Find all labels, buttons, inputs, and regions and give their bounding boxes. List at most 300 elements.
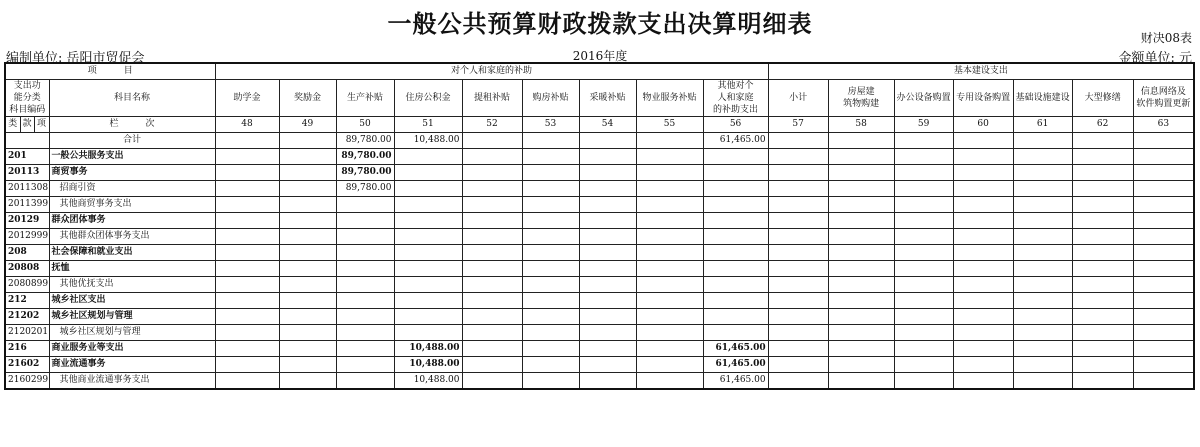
cell-col-51 [394,213,462,229]
cell-col-54 [579,293,636,309]
cell-col-63 [1133,149,1194,165]
header-name-label: 科目名称 [49,80,215,117]
row-name: 群众团体事务 [49,213,215,229]
cell-col-55 [636,165,703,181]
row-name: 其他商业流通事务支出 [49,373,215,390]
cell-col-50 [336,261,394,277]
cell-col-48 [215,229,279,245]
cell-col-53 [522,149,579,165]
cell-col-56 [703,181,768,197]
cell-col-55 [636,277,703,293]
header-capital-group: 基本建设支出 [768,63,1194,80]
header-col-number: 62 [1072,117,1133,133]
row-code: 212 [5,293,49,309]
header-col-number: 49 [279,117,336,133]
header-col-label-line: 奖励金 [294,93,322,103]
cell-col-54 [579,277,636,293]
cell-col-63 [1133,165,1194,181]
cell-col-63 [1133,373,1194,390]
header-col-number: 61 [1013,117,1072,133]
header-col-label-line: 筑物购建 [843,99,880,109]
cell-col-51 [394,277,462,293]
cell-col-56 [703,261,768,277]
row-name: 社会保障和就业支出 [49,245,215,261]
cell-col-63 [1133,229,1194,245]
cell-col-57 [768,229,828,245]
cell-col-51 [394,149,462,165]
cell-col-58 [828,325,894,341]
header-col-59 [894,80,953,117]
cell-col-62 [1072,309,1133,325]
cell-col-51 [394,293,462,309]
cell-col-50 [336,213,394,229]
cell-col-55 [636,373,703,390]
cell-col-61 [1013,261,1072,277]
cell-col-56: 61,465.00 [703,133,768,149]
cell-col-49 [279,373,336,390]
header-col-number: 53 [522,117,579,133]
header-col-label-line: 专用设备购置 [956,93,1011,103]
header-col-57 [768,80,828,117]
cell-col-48 [215,181,279,197]
cell-col-60 [953,309,1013,325]
header-col-label-line: 提租补贴 [474,93,511,103]
compiling-unit: 编制单位: 岳阳市贸促会 [6,51,145,66]
cell-col-56: 61,465.00 [703,373,768,390]
cell-col-54 [579,181,636,197]
cell-col-59 [894,341,953,357]
cell-col-60 [953,293,1013,309]
cell-col-62 [1072,261,1133,277]
table-row [5,309,1194,325]
cell-col-59 [894,325,953,341]
header-col-52 [462,80,522,117]
total-row [5,133,1194,149]
cell-col-55 [636,229,703,245]
cell-col-60 [953,229,1013,245]
cell-col-60 [953,373,1013,390]
cell-col-58 [828,309,894,325]
header-xiang: 项 [34,117,49,133]
row-code: 21202 [5,309,49,325]
cell-col-55 [636,261,703,277]
cell-col-62 [1072,165,1133,181]
cell-col-54 [579,373,636,390]
cell-col-49 [279,181,336,197]
report-year: 2016年度 [572,49,628,63]
cell-col-63 [1133,325,1194,341]
cell-col-62 [1072,325,1133,341]
cell-col-48 [215,197,279,213]
cell-col-55 [636,213,703,229]
header-code-label-line: 科目编码 [9,105,46,115]
cell-col-63 [1133,133,1194,149]
cell-col-52 [462,357,522,373]
cell-col-50 [336,373,394,390]
cell-col-57 [768,341,828,357]
cell-col-56: 61,465.00 [703,357,768,373]
header-col-number: 54 [579,117,636,133]
cell-col-62 [1072,277,1133,293]
cell-col-62 [1072,229,1133,245]
header-col-60 [953,80,1013,117]
cell-col-50 [336,277,394,293]
cell-col-58 [828,293,894,309]
cell-col-51 [394,261,462,277]
report-title: 一般公共预算财政拨款支出决算明细表 [387,10,813,38]
cell-col-52 [462,277,522,293]
cell-col-59 [894,181,953,197]
header-row-groups [5,63,1194,80]
header-col-number: 55 [636,117,703,133]
row-name: 城乡社区支出 [49,293,215,309]
header-col-55 [636,80,703,117]
header-code-label [5,80,49,117]
cell-col-53 [522,341,579,357]
header-row-numbers [5,117,1194,133]
form-number: 财决08表 [1140,31,1192,45]
cell-col-51 [394,197,462,213]
cell-col-48 [215,325,279,341]
cell-col-52 [462,197,522,213]
cell-col-61 [1013,133,1072,149]
cell-col-53 [522,229,579,245]
row-name: 商业服务业等支出 [49,341,215,357]
cell-col-56 [703,197,768,213]
header-lei: 类 [5,117,20,133]
row-name: 其他群众团体事务支出 [49,229,215,245]
cell-col-55 [636,341,703,357]
cell-col-60 [953,149,1013,165]
cell-col-59 [894,261,953,277]
cell-col-49 [279,277,336,293]
cell-col-59 [894,213,953,229]
header-col-label-line: 采暖补贴 [589,93,626,103]
header-col-number: 57 [768,117,828,133]
table-row [5,373,1194,390]
table-row [5,357,1194,373]
cell-col-59 [894,149,953,165]
header-col-number: 51 [394,117,462,133]
row-name: 商业流通事务 [49,357,215,373]
cell-col-57 [768,357,828,373]
cell-col-48 [215,341,279,357]
cell-col-51 [394,229,462,245]
cell-col-61 [1013,373,1072,390]
cell-col-57 [768,133,828,149]
cell-col-49 [279,245,336,261]
cell-col-57 [768,245,828,261]
header-col-number: 60 [953,117,1013,133]
cell-col-52 [462,341,522,357]
cell-col-48 [215,213,279,229]
row-code: 2080899 [5,277,49,293]
cell-col-50: 89,780.00 [336,149,394,165]
cell-col-50: 89,780.00 [336,181,394,197]
row-name: 城乡社区规划与管理 [49,325,215,341]
cell-col-54 [579,341,636,357]
cell-col-51 [394,165,462,181]
cell-col-56 [703,229,768,245]
cell-col-48 [215,293,279,309]
header-col-51 [394,80,462,117]
cell-col-62 [1072,181,1133,197]
cell-col-59 [894,197,953,213]
header-col-label-line: 基础设施建设 [1015,93,1070,103]
table-row [5,165,1194,181]
cell-col-61 [1013,309,1072,325]
cell-col-53 [522,277,579,293]
cell-col-58 [828,261,894,277]
cell-col-53 [522,245,579,261]
cell-col-55 [636,133,703,149]
header-col-label-line: 的补助支出 [713,105,759,115]
table-row [5,245,1194,261]
row-code: 21602 [5,357,49,373]
cell-col-52 [462,325,522,341]
cell-col-62 [1072,245,1133,261]
cell-col-59 [894,133,953,149]
cell-col-49 [279,133,336,149]
cell-col-62 [1072,133,1133,149]
header-col-number: 58 [828,117,894,133]
cell-col-61 [1013,181,1072,197]
cell-col-48 [215,133,279,149]
header-col-number: 48 [215,117,279,133]
row-name: 抚恤 [49,261,215,277]
cell-col-59 [894,293,953,309]
header-col-58 [828,80,894,117]
cell-col-50: 89,780.00 [336,165,394,181]
row-code [5,133,49,149]
cell-col-50 [336,197,394,213]
cell-col-60 [953,357,1013,373]
cell-col-54 [579,213,636,229]
cell-col-58 [828,341,894,357]
cell-col-56 [703,277,768,293]
cell-col-54 [579,325,636,341]
header-item: 项 目 [5,63,215,80]
row-name: 其他优抚支出 [49,277,215,293]
cell-col-55 [636,293,703,309]
cell-col-60 [953,261,1013,277]
cell-col-60 [953,341,1013,357]
row-code: 2012999 [5,229,49,245]
row-code: 2011308 [5,181,49,197]
amount-unit: 金额单位: 元 [1118,51,1192,66]
cell-col-55 [636,197,703,213]
cell-col-53 [522,197,579,213]
cell-col-51: 10,488.00 [394,133,462,149]
row-code: 216 [5,341,49,357]
cell-col-49 [279,293,336,309]
cell-col-54 [579,229,636,245]
cell-col-61 [1013,341,1072,357]
cell-col-60 [953,165,1013,181]
cell-col-62 [1072,357,1133,373]
cell-col-54 [579,197,636,213]
cell-col-48 [215,277,279,293]
cell-col-61 [1013,293,1072,309]
cell-col-61 [1013,245,1072,261]
cell-col-58 [828,149,894,165]
header-col-label-line: 生产补贴 [347,93,384,103]
cell-col-60 [953,213,1013,229]
cell-col-56 [703,149,768,165]
cell-col-56 [703,293,768,309]
cell-col-54 [579,357,636,373]
cell-col-59 [894,245,953,261]
cell-col-49 [279,149,336,165]
cell-col-60 [953,197,1013,213]
header-lanci: 栏 次 [49,117,215,133]
table-row [5,293,1194,309]
cell-col-53 [522,325,579,341]
table-row [5,325,1194,341]
cell-col-50 [336,229,394,245]
cell-col-50 [336,325,394,341]
cell-col-54 [579,149,636,165]
row-code: 2011399 [5,197,49,213]
cell-col-49 [279,325,336,341]
cell-col-56: 61,465.00 [703,341,768,357]
cell-col-53 [522,213,579,229]
header-col-62 [1072,80,1133,117]
cell-col-62 [1072,213,1133,229]
header-col-53 [522,80,579,117]
table-row [5,181,1194,197]
cell-col-59 [894,277,953,293]
cell-col-52 [462,165,522,181]
cell-col-57 [768,325,828,341]
cell-col-51 [394,181,462,197]
header-col-label-line: 人和家庭 [717,93,754,103]
cell-col-49 [279,229,336,245]
cell-col-49 [279,357,336,373]
cell-col-56 [703,309,768,325]
cell-col-52 [462,245,522,261]
cell-col-50 [336,341,394,357]
cell-col-59 [894,165,953,181]
cell-col-50: 89,780.00 [336,133,394,149]
cell-col-56 [703,213,768,229]
cell-col-54 [579,261,636,277]
cell-col-51: 10,488.00 [394,341,462,357]
cell-col-48 [215,373,279,390]
header-col-number: 56 [703,117,768,133]
cell-col-53 [522,133,579,149]
cell-col-55 [636,309,703,325]
row-code: 2160299 [5,373,49,390]
row-code: 208 [5,245,49,261]
cell-col-54 [579,133,636,149]
cell-col-56 [703,245,768,261]
header-col-label-line: 办公设备购置 [896,93,951,103]
cell-col-54 [579,309,636,325]
row-name: 城乡社区规划与管理 [49,309,215,325]
cell-col-57 [768,373,828,390]
cell-col-50 [336,293,394,309]
cell-col-52 [462,373,522,390]
header-col-61 [1013,80,1072,117]
header-col-54 [579,80,636,117]
cell-col-51 [394,309,462,325]
cell-col-61 [1013,229,1072,245]
header-col-63 [1133,80,1194,117]
cell-col-61 [1013,165,1072,181]
row-code: 201 [5,149,49,165]
cell-col-60 [953,325,1013,341]
cell-col-58 [828,213,894,229]
cell-col-48 [215,261,279,277]
header-col-number: 63 [1133,117,1194,133]
cell-col-63 [1133,213,1194,229]
report-meta-row [0,45,1200,66]
cell-col-60 [953,133,1013,149]
table-row [5,261,1194,277]
header-col-56 [703,80,768,117]
header-col-label-line: 信息网络及 [1140,87,1186,97]
cell-col-48 [215,149,279,165]
header-col-label-line: 软件购置更新 [1136,99,1191,109]
header-personal-group: 对个人和家庭的补助 [215,63,768,80]
header-col-label-line: 房屋建 [847,87,875,97]
cell-col-53 [522,165,579,181]
cell-col-49 [279,309,336,325]
header-col-50 [336,80,394,117]
row-code: 20129 [5,213,49,229]
header-col-label-line: 大型修缮 [1084,93,1121,103]
cell-col-57 [768,277,828,293]
cell-col-58 [828,229,894,245]
cell-col-52 [462,229,522,245]
cell-col-57 [768,181,828,197]
cell-col-62 [1072,373,1133,390]
cell-col-57 [768,165,828,181]
cell-col-51 [394,325,462,341]
expenditure-table [4,62,1195,390]
cell-col-63 [1133,341,1194,357]
cell-col-59 [894,229,953,245]
cell-col-57 [768,197,828,213]
cell-col-53 [522,309,579,325]
row-name: 招商引资 [49,181,215,197]
table-row [5,341,1194,357]
table-row [5,277,1194,293]
cell-col-56 [703,165,768,181]
cell-col-49 [279,213,336,229]
cell-col-63 [1133,197,1194,213]
header-code-label-line: 支出功 [13,81,41,91]
cell-col-55 [636,181,703,197]
row-name: 其他商贸事务支出 [49,197,215,213]
cell-col-52 [462,133,522,149]
cell-col-51 [394,245,462,261]
cell-col-48 [215,245,279,261]
cell-col-63 [1133,293,1194,309]
table-row [5,149,1194,165]
cell-col-61 [1013,277,1072,293]
cell-col-49 [279,261,336,277]
cell-col-63 [1133,357,1194,373]
cell-col-53 [522,261,579,277]
header-col-label-line: 住房公积金 [405,93,451,103]
header-col-number: 50 [336,117,394,133]
cell-col-58 [828,181,894,197]
cell-col-52 [462,149,522,165]
cell-col-62 [1072,149,1133,165]
cell-col-57 [768,309,828,325]
